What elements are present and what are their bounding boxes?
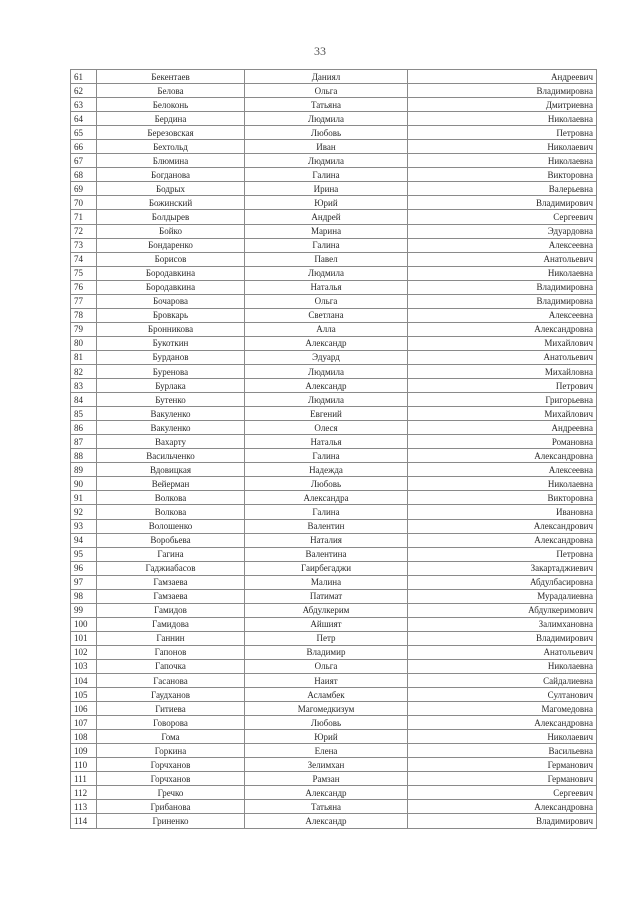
row-number: 98 — [71, 589, 97, 603]
surname-cell: Гагина — [97, 547, 245, 561]
surname-cell: Божинский — [97, 196, 245, 210]
row-number: 114 — [71, 814, 97, 828]
surname-cell: Белоконь — [97, 98, 245, 112]
first-name-cell: Валентина — [245, 547, 408, 561]
patronymic-cell: Васильевна — [408, 744, 597, 758]
row-number: 111 — [71, 772, 97, 786]
row-number: 82 — [71, 364, 97, 378]
first-name-cell: Марина — [245, 224, 408, 238]
row-number: 70 — [71, 196, 97, 210]
row-number: 75 — [71, 266, 97, 280]
first-name-cell: Юрий — [245, 196, 408, 210]
table-row — [71, 350, 597, 364]
row-number: 107 — [71, 716, 97, 730]
first-name-cell: Елена — [245, 744, 408, 758]
patronymic-cell: Николаевна — [408, 266, 597, 280]
surname-cell: Бекентаев — [97, 70, 245, 84]
patronymic-cell: Андреевна — [408, 421, 597, 435]
first-name-cell: Светлана — [245, 308, 408, 322]
surname-cell: Болдырев — [97, 210, 245, 224]
patronymic-cell: Султанович — [408, 688, 597, 702]
surname-cell: Бондаренко — [97, 238, 245, 252]
surname-cell: Бодрых — [97, 182, 245, 196]
table-row — [71, 477, 597, 491]
row-number: 112 — [71, 786, 97, 800]
first-name-cell: Иван — [245, 140, 408, 154]
row-number: 71 — [71, 210, 97, 224]
patronymic-cell: Владимировна — [408, 294, 597, 308]
patronymic-cell: Сайдалиевна — [408, 674, 597, 688]
surname-cell: Букоткин — [97, 336, 245, 350]
first-name-cell: Наталья — [245, 280, 408, 294]
first-name-cell: Айшият — [245, 617, 408, 631]
patronymic-cell: Александровна — [408, 716, 597, 730]
first-name-cell: Людмила — [245, 364, 408, 378]
surname-cell: Вейерман — [97, 477, 245, 491]
surname-cell: Волкова — [97, 491, 245, 505]
table-row — [71, 631, 597, 645]
table-row — [71, 252, 597, 266]
row-number: 66 — [71, 140, 97, 154]
first-name-cell: Галина — [245, 238, 408, 252]
table-row — [71, 393, 597, 407]
page-number: 33 — [314, 44, 326, 58]
row-number: 65 — [71, 126, 97, 140]
row-number: 91 — [71, 491, 97, 505]
table-row — [71, 645, 597, 659]
surname-cell: Гречко — [97, 786, 245, 800]
first-name-cell: Ольга — [245, 84, 408, 98]
table-row — [71, 744, 597, 758]
table-row — [71, 758, 597, 772]
table-row — [71, 716, 597, 730]
first-name-cell: Евгений — [245, 407, 408, 421]
surname-cell: Гриненко — [97, 814, 245, 828]
surname-cell: Бородавкина — [97, 266, 245, 280]
row-number: 81 — [71, 350, 97, 364]
first-name-cell: Галина — [245, 505, 408, 519]
row-number: 94 — [71, 533, 97, 547]
table-row — [71, 814, 597, 828]
row-number: 79 — [71, 322, 97, 336]
table-row — [71, 336, 597, 350]
table-row — [71, 449, 597, 463]
patronymic-cell: Абдулкеримович — [408, 603, 597, 617]
first-name-cell: Александр — [245, 379, 408, 393]
table-row — [71, 266, 597, 280]
row-number: 93 — [71, 519, 97, 533]
row-number: 90 — [71, 477, 97, 491]
first-name-cell: Ольга — [245, 659, 408, 673]
first-name-cell: Любовь — [245, 477, 408, 491]
row-number: 72 — [71, 224, 97, 238]
patronymic-cell: Германович — [408, 772, 597, 786]
table-row — [71, 547, 597, 561]
patronymic-cell: Анатольевич — [408, 350, 597, 364]
surname-cell: Васильченко — [97, 449, 245, 463]
table-row — [71, 112, 597, 126]
first-name-cell: Петр — [245, 631, 408, 645]
row-number: 68 — [71, 168, 97, 182]
patronymic-cell: Магомедовна — [408, 702, 597, 716]
table-row — [71, 294, 597, 308]
patronymic-cell: Александровна — [408, 800, 597, 814]
table-row — [71, 126, 597, 140]
row-number: 69 — [71, 182, 97, 196]
surname-cell: Вахарту — [97, 435, 245, 449]
first-name-cell: Галина — [245, 449, 408, 463]
row-number: 102 — [71, 645, 97, 659]
table-row — [71, 589, 597, 603]
first-name-cell: Наталья — [245, 435, 408, 449]
first-name-cell: Наталия — [245, 533, 408, 547]
row-number: 67 — [71, 154, 97, 168]
table-row — [71, 322, 597, 336]
patronymic-cell: Анатольевич — [408, 252, 597, 266]
table-row — [71, 603, 597, 617]
first-name-cell: Надежда — [245, 463, 408, 477]
table-row — [71, 182, 597, 196]
row-number: 83 — [71, 379, 97, 393]
surname-cell: Гитиева — [97, 702, 245, 716]
surname-cell: Гаудханов — [97, 688, 245, 702]
row-number: 78 — [71, 308, 97, 322]
patronymic-cell: Дмитриевна — [408, 98, 597, 112]
patronymic-cell: Николаевич — [408, 140, 597, 154]
row-number: 89 — [71, 463, 97, 477]
patronymic-cell: Абдулбасировна — [408, 575, 597, 589]
surname-cell: Говорова — [97, 716, 245, 730]
surname-cell: Гамидова — [97, 617, 245, 631]
first-name-cell: Татьяна — [245, 800, 408, 814]
first-name-cell: Рамзан — [245, 772, 408, 786]
table-row — [71, 533, 597, 547]
first-name-cell: Людмила — [245, 112, 408, 126]
patronymic-cell: Александровна — [408, 533, 597, 547]
first-name-cell: Ирина — [245, 182, 408, 196]
patronymic-cell: Владимирович — [408, 814, 597, 828]
surname-cell: Белова — [97, 84, 245, 98]
table-row — [71, 421, 597, 435]
patronymic-cell: Михайлович — [408, 407, 597, 421]
row-number: 73 — [71, 238, 97, 252]
table-row — [71, 519, 597, 533]
row-number: 76 — [71, 280, 97, 294]
surname-cell: Вакуленко — [97, 407, 245, 421]
table-row — [71, 70, 597, 84]
first-name-cell: Наият — [245, 674, 408, 688]
patronymic-cell: Викторовна — [408, 168, 597, 182]
row-number: 63 — [71, 98, 97, 112]
first-name-cell: Александр — [245, 336, 408, 350]
table-row — [71, 280, 597, 294]
table-row — [71, 674, 597, 688]
row-number: 103 — [71, 659, 97, 673]
surname-cell: Бутенко — [97, 393, 245, 407]
first-name-cell: Людмила — [245, 393, 408, 407]
row-number: 105 — [71, 688, 97, 702]
patronymic-cell: Алексеевна — [408, 463, 597, 477]
patronymic-cell: Владимировна — [408, 280, 597, 294]
patronymic-cell: Германович — [408, 758, 597, 772]
surname-cell: Богданова — [97, 168, 245, 182]
row-number: 99 — [71, 603, 97, 617]
table-row — [71, 702, 597, 716]
row-number: 77 — [71, 294, 97, 308]
surname-cell: Гасанова — [97, 674, 245, 688]
table-row — [71, 575, 597, 589]
roster-table — [70, 69, 597, 829]
first-name-cell: Асламбек — [245, 688, 408, 702]
patronymic-cell: Алексеевна — [408, 308, 597, 322]
patronymic-cell: Владимирович — [408, 196, 597, 210]
patronymic-cell: Михайлович — [408, 336, 597, 350]
first-name-cell: Александр — [245, 814, 408, 828]
table-row — [71, 505, 597, 519]
surname-cell: Борисов — [97, 252, 245, 266]
patronymic-cell: Григорьевна — [408, 393, 597, 407]
first-name-cell: Абдулкерим — [245, 603, 408, 617]
surname-cell: Воробьева — [97, 533, 245, 547]
first-name-cell: Александра — [245, 491, 408, 505]
surname-cell: Бердина — [97, 112, 245, 126]
row-number: 64 — [71, 112, 97, 126]
row-number: 95 — [71, 547, 97, 561]
surname-cell: Волкова — [97, 505, 245, 519]
table-row — [71, 463, 597, 477]
row-number: 62 — [71, 84, 97, 98]
first-name-cell: Зелимхан — [245, 758, 408, 772]
first-name-cell: Людмила — [245, 154, 408, 168]
row-number: 87 — [71, 435, 97, 449]
table-row — [71, 224, 597, 238]
first-name-cell: Эдуард — [245, 350, 408, 364]
surname-cell: Гома — [97, 730, 245, 744]
first-name-cell: Владимир — [245, 645, 408, 659]
patronymic-cell: Петровна — [408, 547, 597, 561]
patronymic-cell: Эдуардовна — [408, 224, 597, 238]
surname-cell: Бровкарь — [97, 308, 245, 322]
table-row — [71, 308, 597, 322]
table-row — [71, 688, 597, 702]
surname-cell: Горкина — [97, 744, 245, 758]
table-row — [71, 435, 597, 449]
table-row — [71, 659, 597, 673]
first-name-cell: Юрий — [245, 730, 408, 744]
first-name-cell: Галина — [245, 168, 408, 182]
patronymic-cell: Алексеевна — [408, 238, 597, 252]
table-row — [71, 210, 597, 224]
first-name-cell: Любовь — [245, 126, 408, 140]
first-name-cell: Алла — [245, 322, 408, 336]
row-number: 96 — [71, 561, 97, 575]
row-number: 80 — [71, 336, 97, 350]
patronymic-cell: Залимхановна — [408, 617, 597, 631]
surname-cell: Бурлака — [97, 379, 245, 393]
surname-cell: Горчханов — [97, 758, 245, 772]
row-number: 74 — [71, 252, 97, 266]
patronymic-cell: Владимировна — [408, 84, 597, 98]
first-name-cell: Малина — [245, 575, 408, 589]
surname-cell: Вакуленко — [97, 421, 245, 435]
row-number: 84 — [71, 393, 97, 407]
row-number: 61 — [71, 70, 97, 84]
surname-cell: Волошенко — [97, 519, 245, 533]
row-number: 100 — [71, 617, 97, 631]
patronymic-cell: Михайловна — [408, 364, 597, 378]
patronymic-cell: Петровна — [408, 126, 597, 140]
surname-cell: Горчханов — [97, 772, 245, 786]
surname-cell: Бехтольд — [97, 140, 245, 154]
surname-cell: Бойко — [97, 224, 245, 238]
table-row — [71, 491, 597, 505]
patronymic-cell: Андреевич — [408, 70, 597, 84]
patronymic-cell: Викторовна — [408, 491, 597, 505]
patronymic-cell: Мурадалиевна — [408, 589, 597, 603]
row-number: 109 — [71, 744, 97, 758]
surname-cell: Гамзаева — [97, 575, 245, 589]
patronymic-cell: Валерьевна — [408, 182, 597, 196]
row-number: 85 — [71, 407, 97, 421]
surname-cell: Березовская — [97, 126, 245, 140]
patronymic-cell: Анатольевич — [408, 645, 597, 659]
surname-cell: Вдовицкая — [97, 463, 245, 477]
row-number: 86 — [71, 421, 97, 435]
row-number: 92 — [71, 505, 97, 519]
first-name-cell: Олеся — [245, 421, 408, 435]
surname-cell: Гаджиабасов — [97, 561, 245, 575]
patronymic-cell: Сергеевич — [408, 786, 597, 800]
patronymic-cell: Романовна — [408, 435, 597, 449]
patronymic-cell: Ивановна — [408, 505, 597, 519]
patronymic-cell: Николаевна — [408, 154, 597, 168]
table-row — [71, 140, 597, 154]
row-number: 106 — [71, 702, 97, 716]
patronymic-cell: Сергеевич — [408, 210, 597, 224]
table-row — [71, 238, 597, 252]
surname-cell: Бурданов — [97, 350, 245, 364]
patronymic-cell: Николаевна — [408, 477, 597, 491]
first-name-cell: Александр — [245, 786, 408, 800]
table-row — [71, 364, 597, 378]
table-row — [71, 730, 597, 744]
table-row — [71, 154, 597, 168]
patronymic-cell: Владимирович — [408, 631, 597, 645]
row-number: 104 — [71, 674, 97, 688]
first-name-cell: Валентин — [245, 519, 408, 533]
first-name-cell: Гаирбегаджи — [245, 561, 408, 575]
row-number: 113 — [71, 800, 97, 814]
roster-body — [71, 70, 597, 829]
first-name-cell: Павел — [245, 252, 408, 266]
table-row — [71, 407, 597, 421]
first-name-cell: Патимат — [245, 589, 408, 603]
first-name-cell: Татьяна — [245, 98, 408, 112]
table-row — [71, 800, 597, 814]
table-row — [71, 786, 597, 800]
surname-cell: Буренова — [97, 364, 245, 378]
table-row — [71, 98, 597, 112]
surname-cell: Бочарова — [97, 294, 245, 308]
surname-cell: Блюмина — [97, 154, 245, 168]
row-number: 97 — [71, 575, 97, 589]
table-row — [71, 168, 597, 182]
table-row — [71, 84, 597, 98]
table-row — [71, 196, 597, 210]
surname-cell: Бородавкина — [97, 280, 245, 294]
surname-cell: Гапочка — [97, 659, 245, 673]
first-name-cell: Людмила — [245, 266, 408, 280]
first-name-cell: Любовь — [245, 716, 408, 730]
row-number: 101 — [71, 631, 97, 645]
patronymic-cell: Петрович — [408, 379, 597, 393]
table-row — [71, 772, 597, 786]
row-number: 108 — [71, 730, 97, 744]
surname-cell: Гамидов — [97, 603, 245, 617]
table-row — [71, 561, 597, 575]
first-name-cell: Ольга — [245, 294, 408, 308]
surname-cell: Гапонов — [97, 645, 245, 659]
first-name-cell: Магомедкизум — [245, 702, 408, 716]
surname-cell: Ганнин — [97, 631, 245, 645]
patronymic-cell: Александровна — [408, 322, 597, 336]
patronymic-cell: Александровна — [408, 449, 597, 463]
patronymic-cell: Николаевна — [408, 112, 597, 126]
patronymic-cell: Закартаджиевич — [408, 561, 597, 575]
patronymic-cell: Николаевич — [408, 730, 597, 744]
surname-cell: Гамзаева — [97, 589, 245, 603]
table-row — [71, 379, 597, 393]
first-name-cell: Андрей — [245, 210, 408, 224]
patronymic-cell: Александрович — [408, 519, 597, 533]
surname-cell: Бронникова — [97, 322, 245, 336]
row-number: 110 — [71, 758, 97, 772]
first-name-cell: Даниял — [245, 70, 408, 84]
row-number: 88 — [71, 449, 97, 463]
patronymic-cell: Николаевна — [408, 659, 597, 673]
surname-cell: Грибанова — [97, 800, 245, 814]
table-row — [71, 617, 597, 631]
